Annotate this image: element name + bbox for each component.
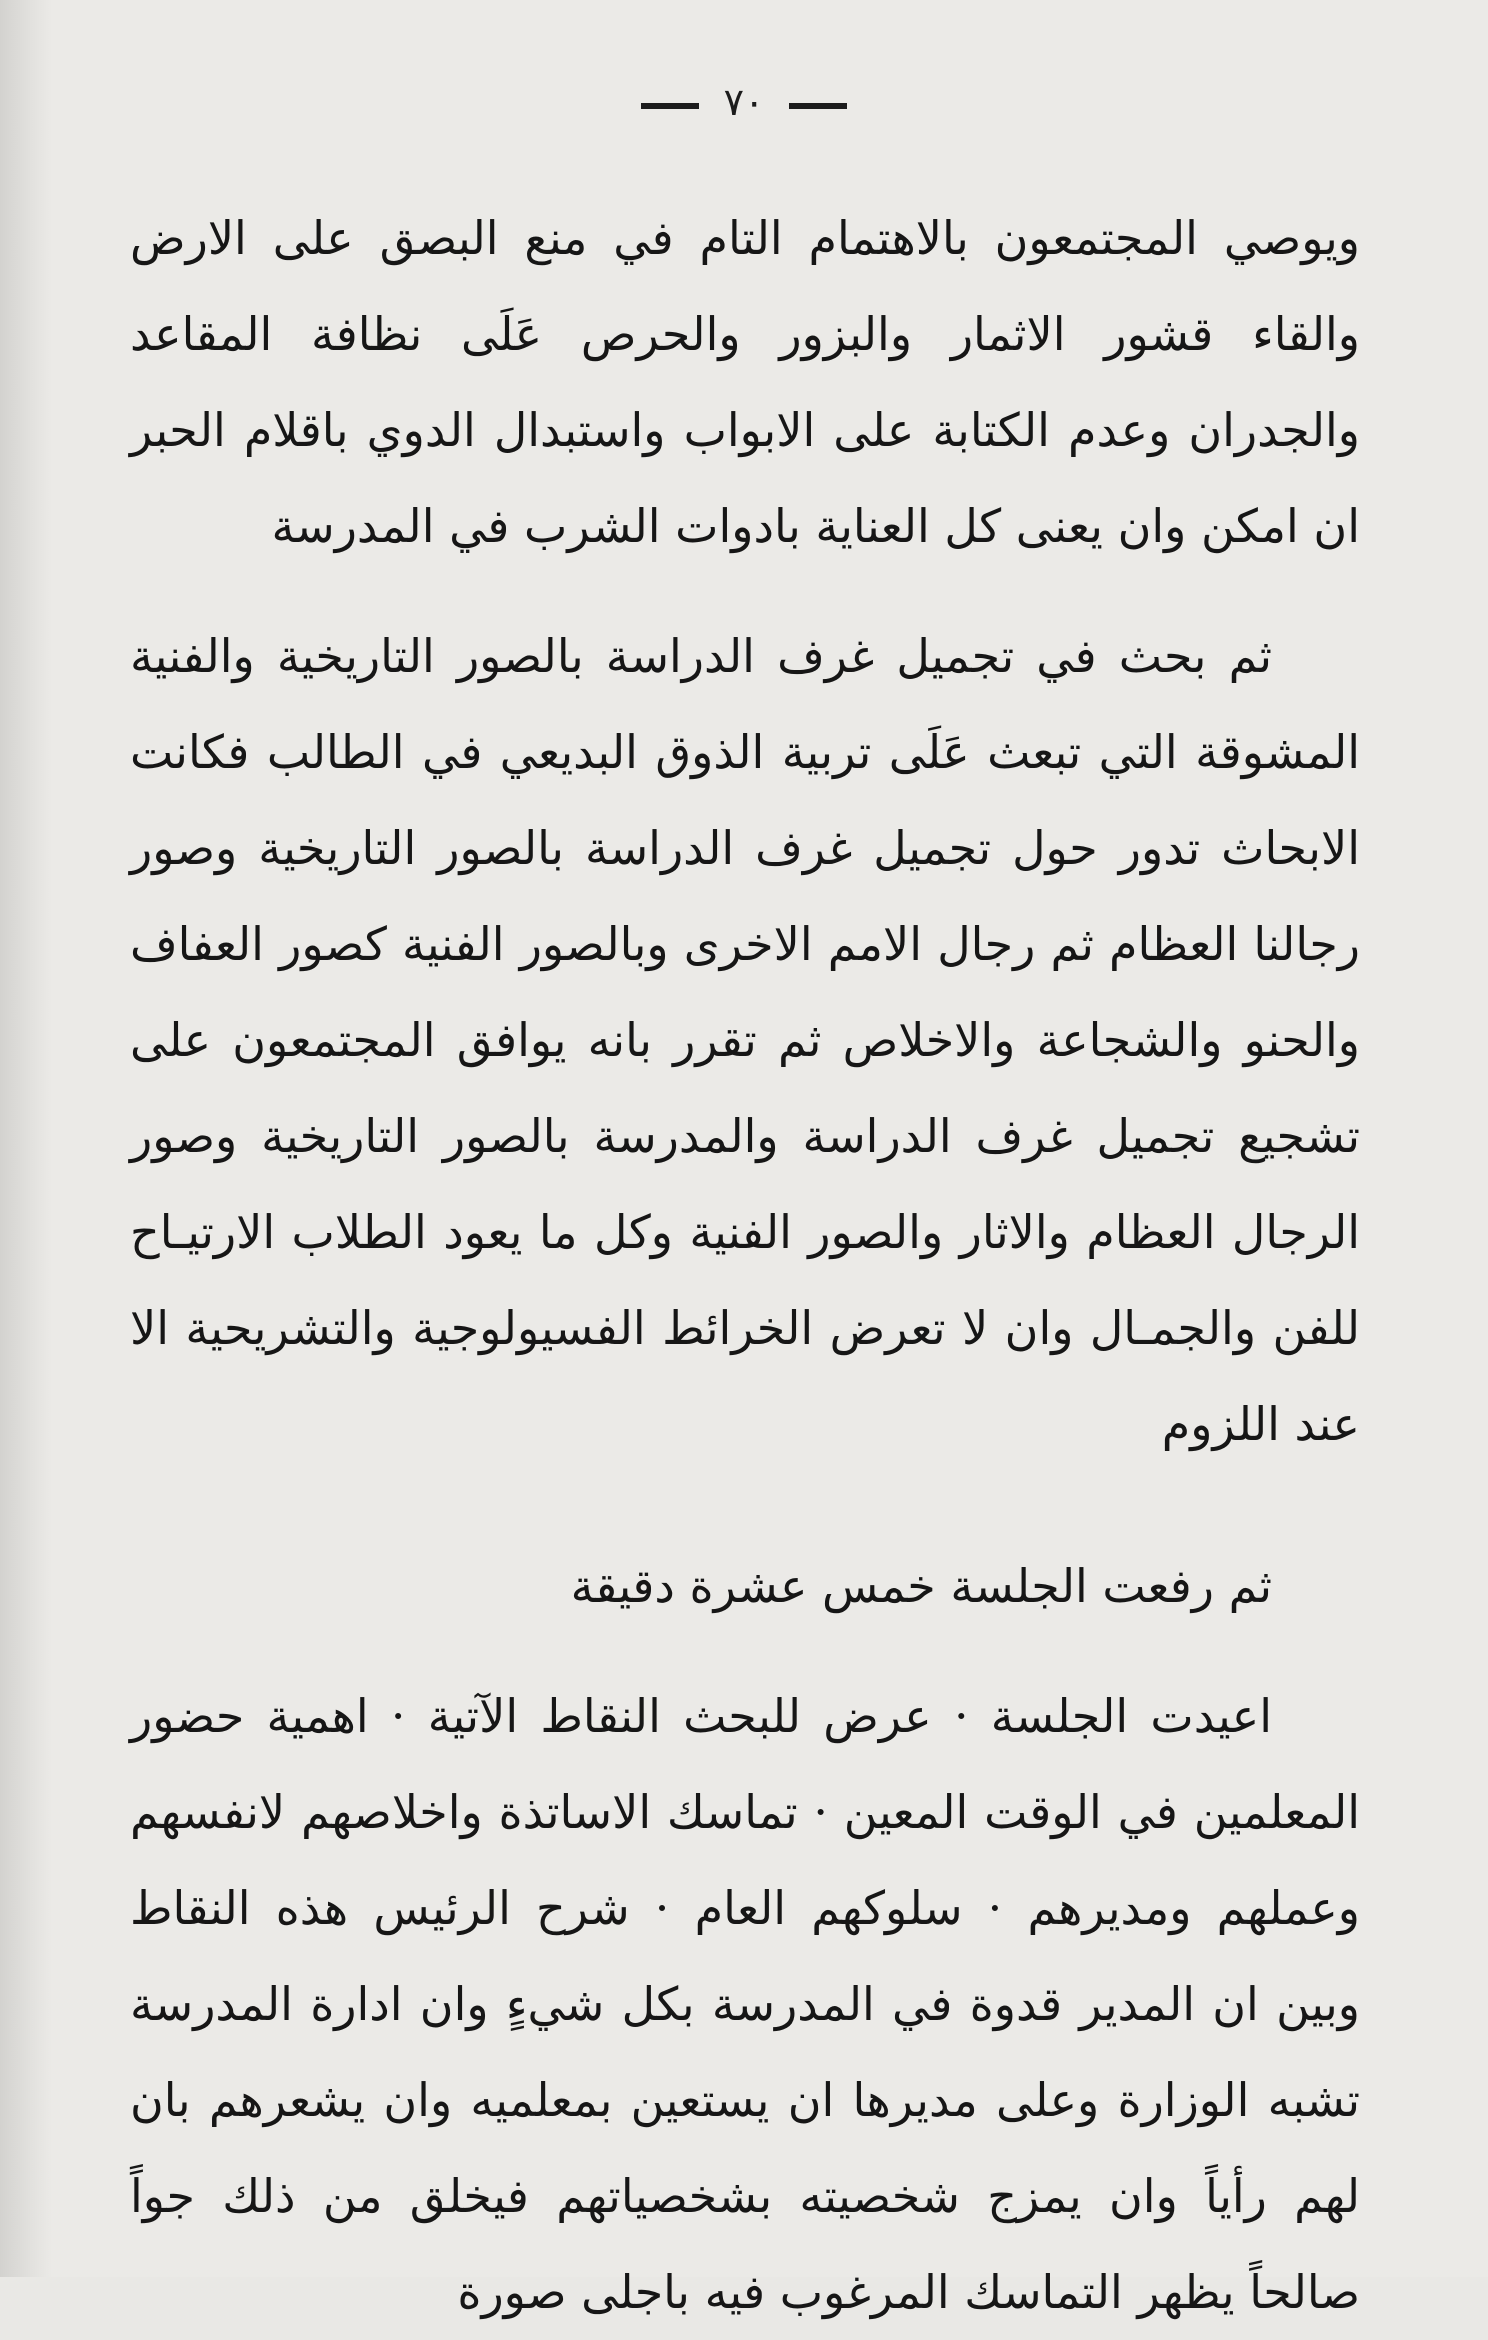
page-header	[0, 80, 1488, 124]
paragraph-hygiene: ويوصي المجتمعون بالاهتمام التام في منع البصق على الارض والقاء قشور الاثمار والبزور والحرص عَلَى نظافة المقاعد والجدران وعدم الكتابة على الابواب واستبدال الدوي باقلام الحبر ان امكن وان يعنى كل العناية بادوات الشرب في المدرسة	[130, 211, 1360, 553]
paragraph-session-resumed: اعيدت الجلسة · عرض للبحث النقاط الآتية · اهمية حضور المعلمين في الوقت المعين · تماسك الاساتذة واخلاصهم لانفسهم وعملهم ومديرهم · سلوكهم العام · شرح الرئيس هذه النقاط وبين ان المدير قدوة في المدرسة بكل شيءٍ وان ادارة المدرسة تشبه الوزارة وعلى مديرها ان يستعين بمعلميه وان يشعرهم بان لهم رأياً وان يمزج شخصيته بشخصياتهم فيخلق من ذلك جواً صالحاً يظهر التماسك المرغوب فيه باجلى صورة	[130, 1689, 1360, 2319]
paragraph-classroom-decoration: ثم بحث في تجميل غرف الدراسة بالصور التاريخية والفنية المشوقة التي تبعث عَلَى تربية الذوق البديعي في الطالب فكانت الابحاث تدور حول تجميل غرف الدراسة بالصور التاريخية وصور رجالنا العظام ثم رجال الامم الاخرى وبالصور الفنية كصور العفاف والحنو والشجاعة والاخلاص ثم تقرر بانه يوافق المجتمعون على تشجيع تجميل غرف الدراسة والمدرسة بالصور التاريخية وصور الرجال العظام والاثار والصور الفنية وكل ما يعود الطلاب الارتيـاح للفن والجمـال وان لا تعرض الخرائط الفسيولوجية والتشريحية الا عند اللزوم	[130, 629, 1360, 1451]
paragraph-session-break: ثم رفعت الجلسة خمس عشرة دقيقة	[570, 1559, 1272, 1613]
scan-shadow-edge	[0, 0, 52, 2277]
header-ornament-left	[789, 103, 847, 109]
header-ornament-right	[641, 103, 699, 109]
page-body	[130, 190, 1360, 2340]
page-number: ٧٠	[723, 80, 765, 124]
